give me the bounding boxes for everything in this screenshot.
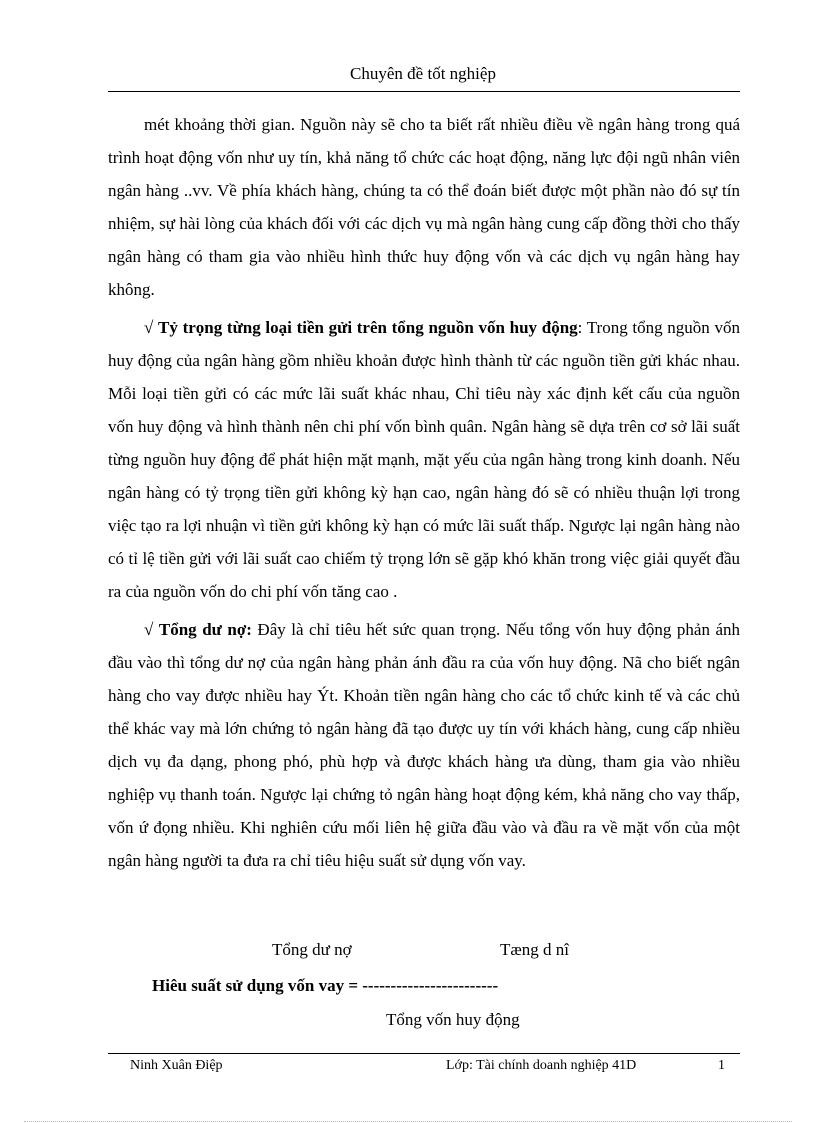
paragraph-2-heading: Tỷ trọng từng loại tiền gửi trên tổng nguồn vốn huy động <box>158 318 578 337</box>
paragraph-3-text: Đây là chỉ tiêu hết sức quan trọng. Nếu tổng vốn huy động phản ánh đầu vào thì tổng dư nợ của ngân hàng phản ánh đầu ra của vốn huy động. Nã cho biết ngân hàng cho vay được nhiều hay Ýt. Khoản tiền ngân hàng cho các tổ chức kinh tế và các chủ thể khác vay mà lớn chứng tỏ ngân hàng đã tạo được uy tín với khách hàng, cung cấp nhiều dịch vụ đa dạng, phong phó, phù hợp và được khách hàng ưa dùng, tham gia vào nhiều nghiệp vụ thanh toán. Ngược lại chứng tỏ ngân hàng hoạt động kém, khả năng cho vay thấp, vốn ứ đọng nhiều. Khi nghiên cứu mối liên hệ giữa đầu vào và đầu ra về mặt vốn của một ngân hàng người ta đưa ra chỉ tiêu hiệu suất sử dụng vốn vay. <box>108 620 741 870</box>
paragraph-2-text: : Trong tổng nguồn vốn huy động của ngân hàng gồm nhiều khoản được hình thành từ các nguồn tiền gửi khác nhau. Mỗi loại tiền gửi có các mức lãi suất khác nhau, Chỉ tiêu này xác định kết cấu của nguồn vốn huy động và hình thành nên chi phí vốn bình quân. Ngân hàng sẽ dựa trên cơ sở lãi suất từng nguồn huy động để phát hiện mặt mạnh, mặt yếu của ngân hàng trong kinh doanh. Nếu ngân hàng có tỷ trọng tiền gửi không kỳ hạn cao, ngân hàng đó sẽ có nhiều thuận lợi trong việc tạo ra lợi nhuận vì tiền gửi không kỳ hạn có mức lãi suất thấp. Ngược lại ngân hàng nào có tỉ lệ tiền gửi với lãi suất cao chiếm tỷ trọng lớn sẽ gặp khó khăn trong việc giải quyết đầu ra của nguồn vốn do chi phí vốn tăng cao . <box>108 318 740 601</box>
checkmark-icon: √ <box>144 620 154 639</box>
formula-denominator: Tổng vốn huy động <box>386 1010 520 1029</box>
document-body <box>108 108 740 882</box>
formula-numerator-extra: Tæng d nî <box>500 940 569 959</box>
footer-author: Ninh Xuân Điệp <box>130 1058 223 1073</box>
formula-numerator: Tổng dư nợ <box>272 940 352 959</box>
page-header-title: Chuyên đề tốt nghiệp <box>350 64 496 83</box>
paragraph-1 <box>108 108 740 306</box>
paragraph-3-heading: Tổng dư nợ: <box>158 620 252 639</box>
footer-page-number: 1 <box>718 1058 725 1073</box>
footer-rule <box>108 1053 740 1054</box>
paragraph-1-text: mét khoảng thời gian. Nguồn này sẽ cho ta biết rất nhiều điều về ngân hàng trong quá trình hoạt động vốn như uy tín, khả năng tổ chức các hoạt động, năng lực đội ngũ nhân viên ngân hàng ..vv. Về phía khách hàng, chúng ta có thể đoán biết được một phần nào đó sự tín nhiệm, sự hài lòng của khách đối với các dịch vụ mà ngân hàng cung cấp đồng thời cho thấy ngân hàng có tham gia vào nhiều hình thức huy động vốn và các dịch vụ ngân hàng hay không. <box>108 115 740 299</box>
checkmark-icon: √ <box>144 318 154 337</box>
page-boundary <box>24 1121 792 1122</box>
formula-label: Hiêu suất sử dụng vốn vay = ------------------------ <box>152 976 499 995</box>
header-rule <box>108 91 740 92</box>
footer-class: Lớp: Tài chính doanh nghiệp 41D <box>446 1058 637 1073</box>
paragraph-3 <box>108 613 740 877</box>
paragraph-2 <box>108 311 740 608</box>
